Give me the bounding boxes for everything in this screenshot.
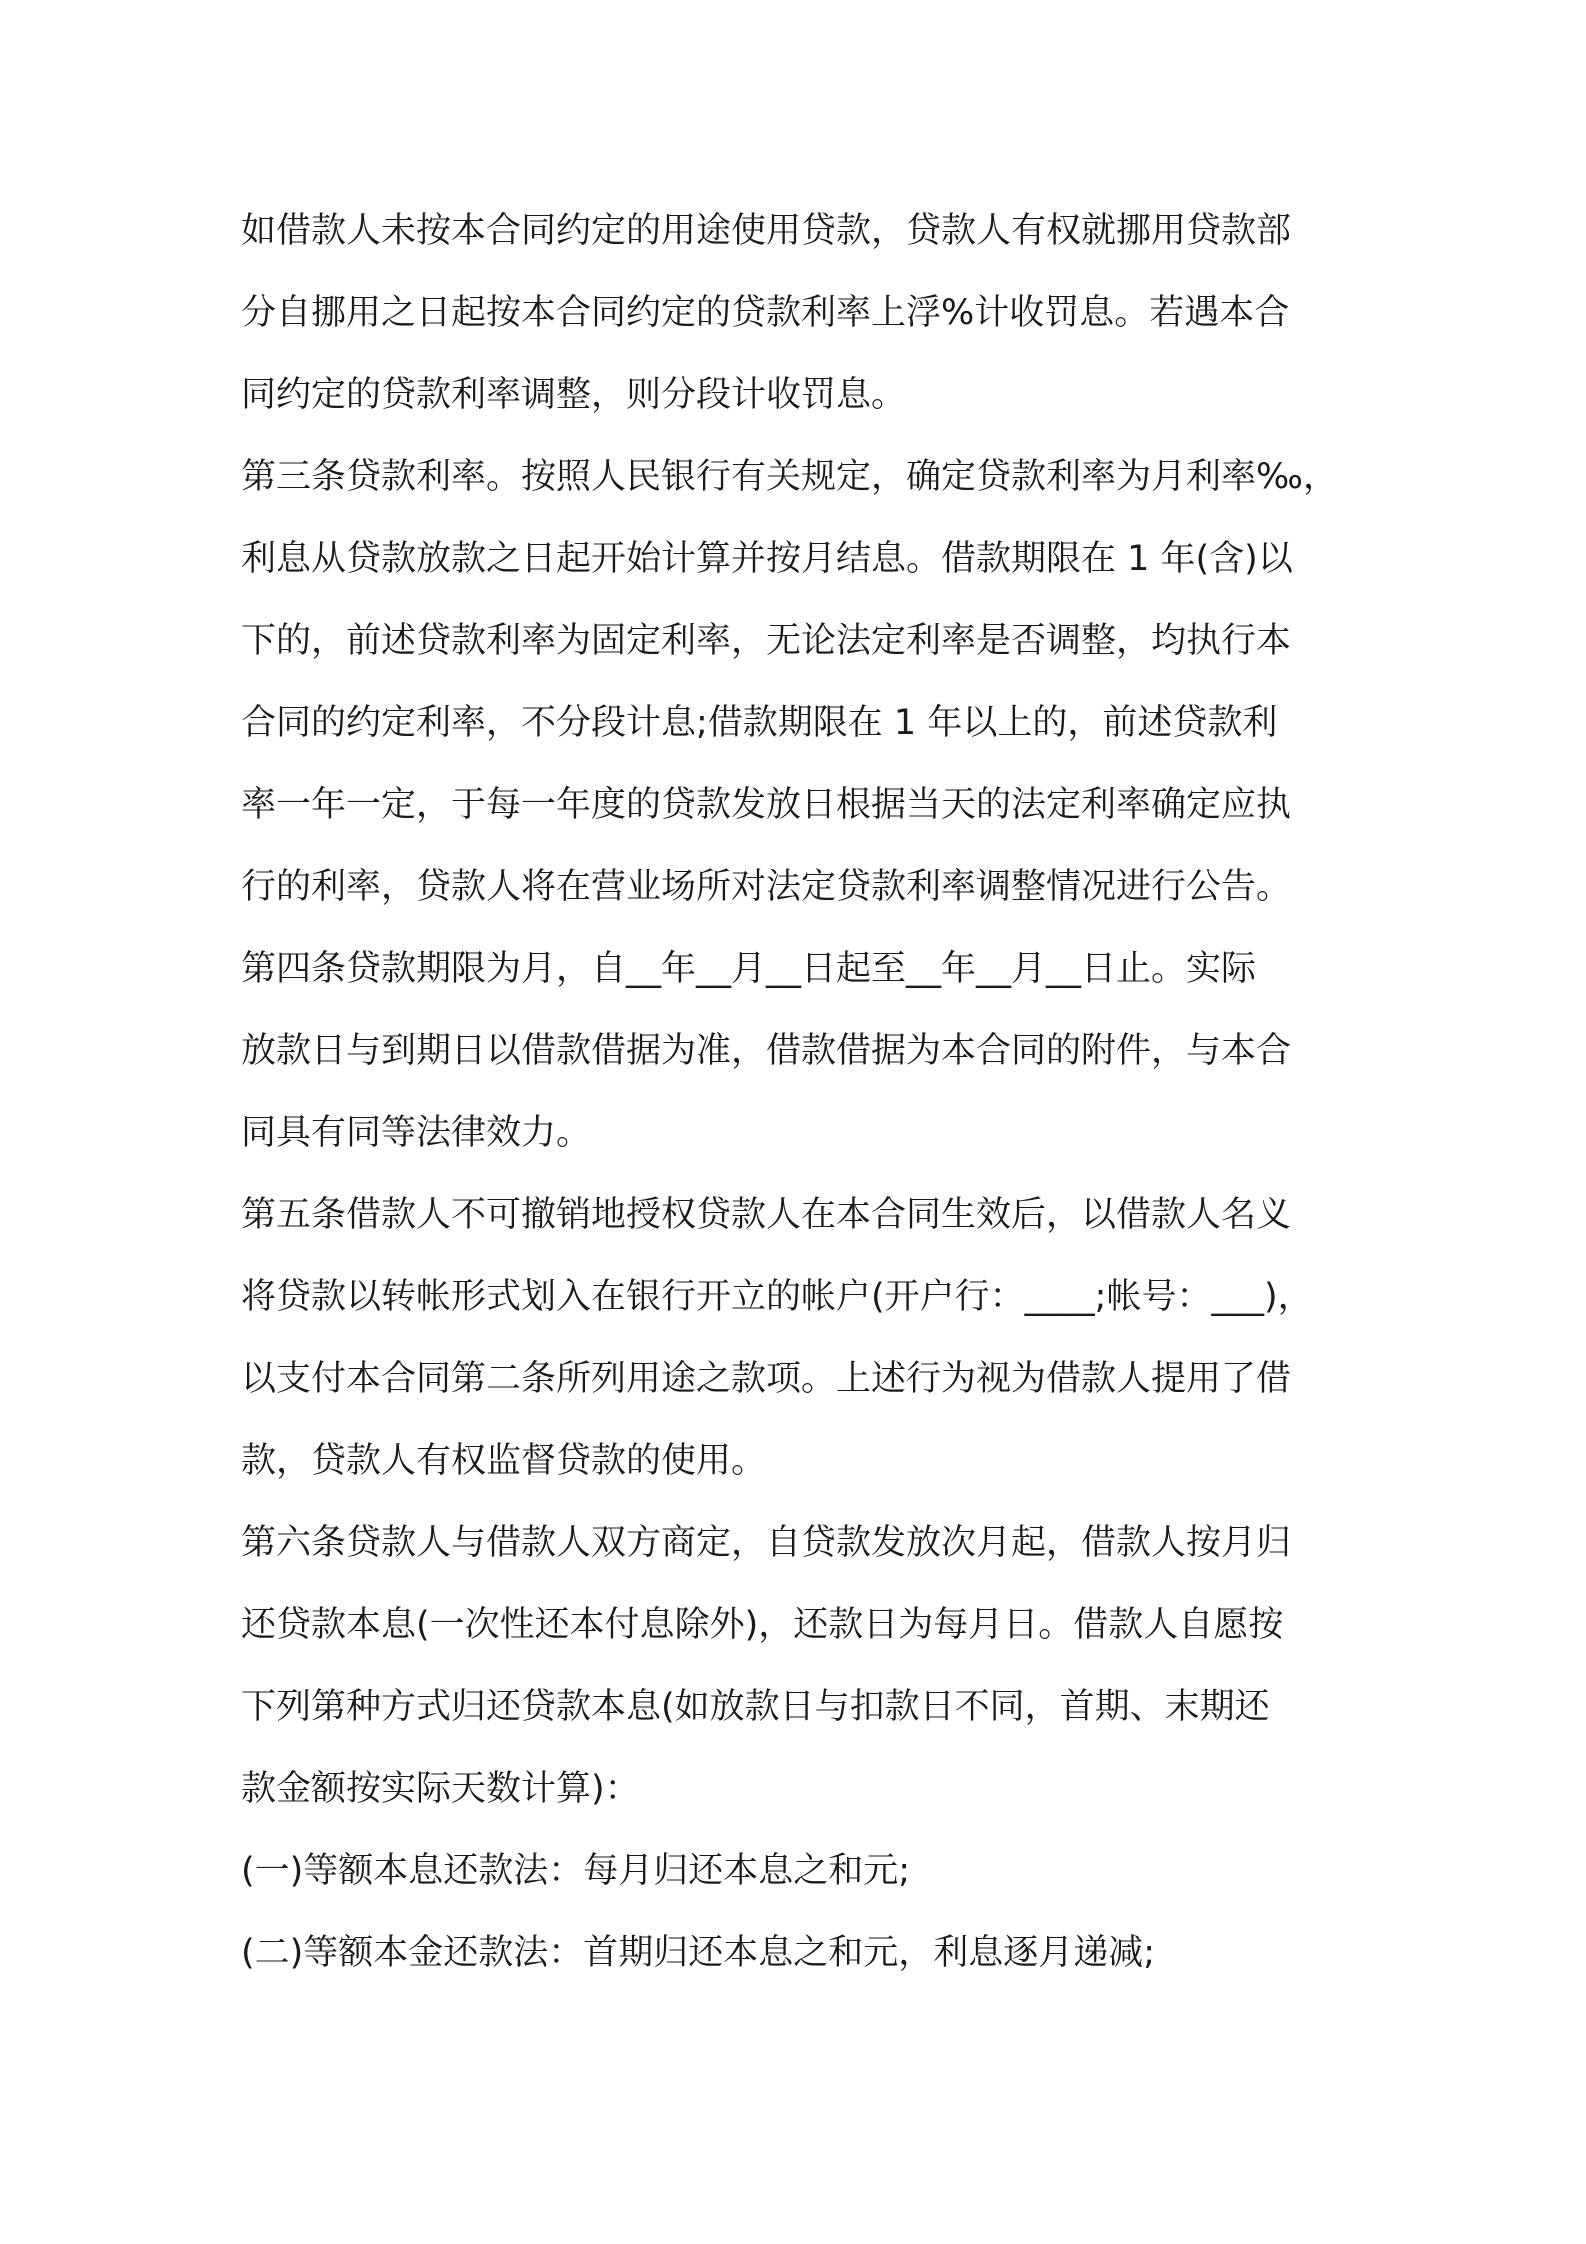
text-line: 同约定的贷款利率调整，则分段计收罚息。 [241,375,907,415]
text-line: 还贷款本息(一次性还本付息除外)，还款日为每月日。借款人自愿按 [241,1605,1284,1645]
text-line: 率一年一定，于每一年度的贷款发放日根据当天的法定利率确定应执 [241,785,1292,825]
text-line: 将贷款以转帐形式划入在银行开立的帐户(开户行：____;帐号：___)， [241,1277,1313,1317]
article-6-heading-line: 第六条贷款人与借款人双方商定，自贷款发放次月起，借款人按月归 [241,1523,1292,1563]
text-line: 放款日与到期日以借款借据为准，借款借据为本合同的附件，与本合 [241,1031,1292,1071]
document-body [241,200,1361,2004]
list-item-2: (二)等额本金还款法：首期归还本息之和元，利息逐月递减; [241,1933,1156,1973]
text-line: 分自挪用之日起按本合同约定的贷款利率上浮%计收罚息。若遇本合 [241,293,1290,333]
article-5-heading-line: 第五条借款人不可撤销地授权贷款人在本合同生效后，以借款人名义 [241,1195,1292,1235]
text-line: 款金额按实际天数计算)： [241,1769,640,1809]
text-line: 款，贷款人有权监督贷款的使用。 [241,1441,767,1481]
text-line: 利息从贷款放款之日起开始计算并按月结息。借款期限在 1 年(含)以 [241,539,1293,579]
text-line: 合同的约定利率，不分段计息;借款期限在 1 年以上的，前述贷款利 [241,703,1278,743]
article-4-heading-line: 第四条贷款期限为月，自__年__月__日起至__年__月__日止。实际 [241,949,1257,989]
text-line: 如借款人未按本合同约定的用途使用贷款，贷款人有权就挪用贷款部 [241,211,1292,251]
list-item-1: (一)等额本息还款法：每月归还本息之和元; [241,1851,911,1891]
text-line: 同具有同等法律效力。 [241,1113,592,1153]
text-line: 以支付本合同第二条所列用途之款项。上述行为视为借款人提用了借 [241,1359,1292,1399]
text-line: 下列第种方式归还贷款本息(如放款日与扣款日不同，首期、末期还 [241,1687,1270,1727]
article-3-heading-line: 第三条贷款利率。按照人民银行有关规定，确定贷款利率为月利率‰， [241,457,1338,497]
text-line: 下的，前述贷款利率为固定利率，无论法定利率是否调整，均执行本 [241,621,1292,661]
text-line: 行的利率，贷款人将在营业场所对法定贷款利率调整情况进行公告。 [241,867,1292,907]
